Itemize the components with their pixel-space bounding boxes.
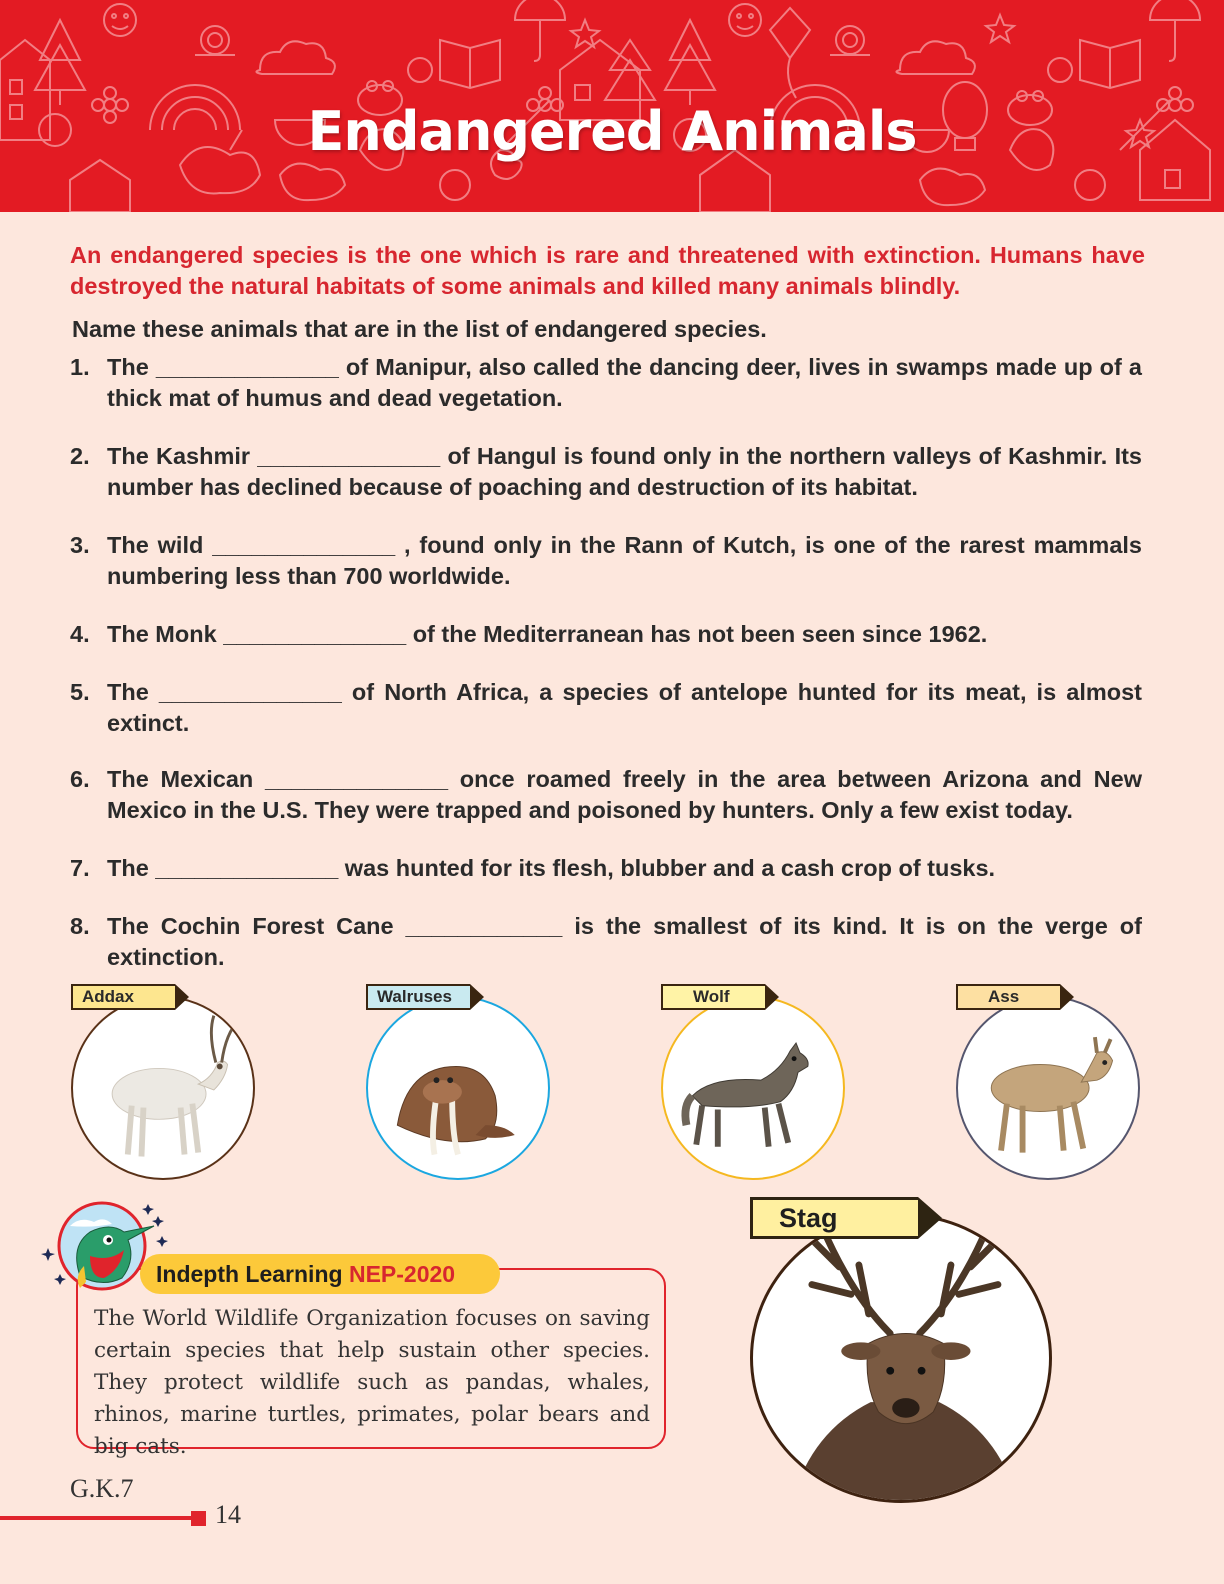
question-number: 2. xyxy=(70,443,90,469)
question-item xyxy=(70,441,1142,503)
addax-illustration xyxy=(73,998,253,1178)
question-text: The ______________ of Manipur, also called the dancing deer, lives in swamps made up of a thick mat of humus and dead vegetation. xyxy=(107,354,1142,411)
animal-photo-circle xyxy=(661,996,845,1180)
question-text: The ______________ was hunted for its flesh, blubber and a cash crop of tusks. xyxy=(107,855,996,881)
animal-card-addax xyxy=(71,984,261,1184)
header-banner xyxy=(0,0,1224,212)
question-text: The Cochin Forest Cane ____________ is the smallest of its kind. It is on the verge of extinction. xyxy=(107,913,1142,970)
indepth-learning-heading xyxy=(140,1254,500,1294)
indepth-title: Indepth Learning xyxy=(156,1261,343,1287)
animal-label-text: Wolf xyxy=(693,987,730,1006)
animal-photo-circle xyxy=(71,996,255,1180)
question-number: 7. xyxy=(70,855,90,881)
bird-mascot-icon xyxy=(40,1196,170,1296)
animal-card-walruses xyxy=(366,984,556,1184)
question-number: 5. xyxy=(70,679,90,705)
question-item xyxy=(70,530,1142,592)
footer-rule xyxy=(0,1516,192,1520)
animal-card-ass xyxy=(956,984,1146,1184)
footer-marker xyxy=(191,1511,206,1526)
nep-badge: NEP-2020 xyxy=(348,1261,456,1287)
animal-label-text: Addax xyxy=(82,987,134,1006)
wild-ass-illustration xyxy=(958,998,1138,1178)
stag-label-tag xyxy=(750,1197,918,1239)
question-text: The Monk ______________ of the Mediterranean has not been seen since 1962. xyxy=(107,621,988,647)
question-text: The ______________ of North Africa, a species of antelope hunted for its meat, is almost extinct. xyxy=(107,679,1142,736)
instruction-text: Name these animals that are in the list of endangered species. xyxy=(72,316,767,342)
stag-label-text: Stag xyxy=(779,1203,838,1233)
animal-photo-circle xyxy=(956,996,1140,1180)
intro-paragraph: An endangered species is the one which is rare and threatened with extinction. Humans have destroyed the natural habitats of some animals and killed many animals blindly. xyxy=(70,242,1145,299)
page-number: 14 xyxy=(215,1500,241,1529)
stag-illustration xyxy=(753,1216,1049,1500)
question-number: 1. xyxy=(70,354,90,380)
book-label: G.K.7 xyxy=(70,1474,134,1503)
animal-label-tag xyxy=(71,984,175,1010)
question-item xyxy=(70,352,1142,414)
animal-label-tag xyxy=(956,984,1060,1010)
animal-photo-circle xyxy=(366,996,550,1180)
question-text: The wild ______________ , found only in the Rann of Kutch, is one of the rarest mammals numbering less than 700 worldwide. xyxy=(107,532,1142,589)
question-number: 8. xyxy=(70,913,90,939)
question-number: 3. xyxy=(70,532,90,558)
question-number: 4. xyxy=(70,621,90,647)
question-item xyxy=(70,619,1142,650)
question-item xyxy=(70,764,1142,826)
animal-label-tag xyxy=(366,984,470,1010)
question-item xyxy=(70,853,1142,884)
page-title: Endangered Animals xyxy=(307,100,917,163)
animal-label-tag xyxy=(661,984,765,1010)
stag-photo-circle xyxy=(750,1213,1052,1503)
question-item xyxy=(70,911,1142,973)
question-text: The Mexican ______________ once roamed freely in the area between Arizona and New Mexico in the U.S. They were trapped and poisoned by hunters. Only a few exist today. xyxy=(107,766,1142,823)
animal-label-text: Walruses xyxy=(377,987,452,1006)
animal-label-text: Ass xyxy=(988,987,1020,1006)
question-text: The Kashmir ______________ of Hangul is found only in the northern valleys of Kashmir. Its number has declined because of poaching and destruction of its habitat. xyxy=(107,443,1142,500)
indepth-learning-text: The World Wildlife Organization focuses on saving certain species that help sustain other species. They protect wildlife such as pandas, whales, rhinos, marine turtles, primates, polar bears and big cats. xyxy=(94,1306,650,1459)
question-number: 6. xyxy=(70,766,90,792)
question-item xyxy=(70,677,1142,739)
wolf-illustration xyxy=(663,998,843,1178)
animal-card-wolf xyxy=(661,984,851,1184)
walrus-illustration xyxy=(368,998,548,1178)
